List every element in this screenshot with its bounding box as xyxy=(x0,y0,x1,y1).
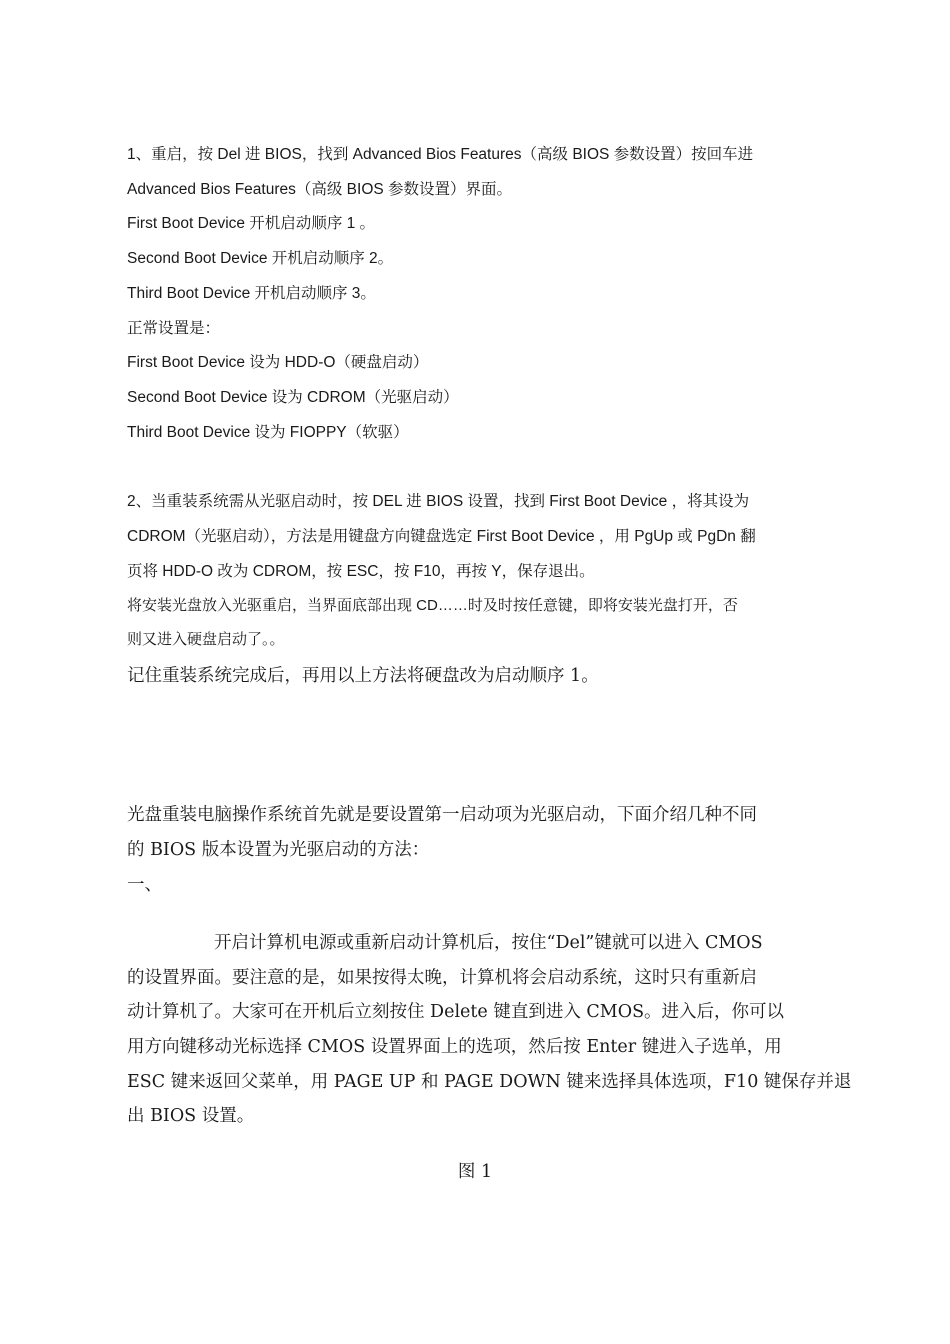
normal-settings-heading: 正常设置是： xyxy=(127,320,221,337)
first-boot-order-line: First Boot Device 开机启动顺序 1 。 xyxy=(127,215,376,232)
second-boot-order-line: Second Boot Device 开机启动顺序 2。 xyxy=(127,250,394,267)
method-para-line-5: ESC 键来返回父菜单，用 PAGE UP 和 PAGE DOWN 键来选择具体选项，F10 键保存并退 xyxy=(127,1072,852,1092)
figure-caption: 图 1 xyxy=(457,1162,493,1182)
section-one-marker: 一、 xyxy=(127,875,162,895)
step2-line-3: 页将 HDD-O 改为 CDROM，按 ESC，按 F10，再按 Y，保存退出。 xyxy=(127,563,595,580)
method-para-line-1: 开启计算机电源或重新启动计算机后，按住“Del”键就可以进入 CMOS xyxy=(214,933,763,953)
method-para-line-4: 用方向键移动光标选择 CMOS 设置界面上的选项，然后按 Enter 键进入子选单，用 xyxy=(127,1037,782,1057)
step1-line-1: 1、重启，按 Del 进 BIOS，找到 Advanced Bios Features（高级 BIOS 参数设置）按回车进 xyxy=(127,146,754,163)
step2-line-2: CDROM（光驱启动），方法是用键盘方向键盘选定 First Boot Device ，用 PgUp 或 PgDn 翻 xyxy=(127,528,756,545)
reminder-line: 记住重装系统完成后，再用以上方法将硬盘改为启动顺序 1。 xyxy=(127,666,599,686)
step2-line-5: 则又进入硬盘启动了。。 xyxy=(127,631,285,648)
first-boot-setting-line: First Boot Device 设为 HDD-O（硬盘启动） xyxy=(127,354,429,371)
third-boot-setting-line: Third Boot Device 设为 FIOPPY（软驱） xyxy=(127,424,409,441)
intro-line-2: 的 BIOS 版本设置为光驱启动的方法： xyxy=(127,840,430,860)
intro-line-1: 光盘重装电脑操作系统首先就是要设置第一启动项为光驱启动，下面介绍几种不同 xyxy=(127,805,757,825)
method-para-line-6: 出 BIOS 设置。 xyxy=(127,1106,255,1126)
step2-line-4: 将安装光盘放入光驱重启，当界面底部出现 CD……时及时按任意键，即将安装光盘打开，否 xyxy=(127,597,738,614)
method-para-line-3: 动计算机了。大家可在开机后立刻按住 Delete 键直到进入 CMOS。进入后，你可以 xyxy=(127,1002,785,1022)
step1-line-2: Advanced Bios Features（高级 BIOS 参数设置）界面。 xyxy=(127,181,513,198)
second-boot-setting-line: Second Boot Device 设为 CDROM（光驱启动） xyxy=(127,389,459,406)
step2-line-1: 2、当重装系统需从光驱启动时，按 DEL 进 BIOS 设置，找到 First Boot Device ，将其设为 xyxy=(127,493,750,510)
method-para-line-2: 的设置界面。要注意的是，如果按得太晚，计算机将会启动系统，这时只有重新启 xyxy=(127,968,757,988)
third-boot-order-line: Third Boot Device 开机启动顺序 3。 xyxy=(127,285,376,302)
